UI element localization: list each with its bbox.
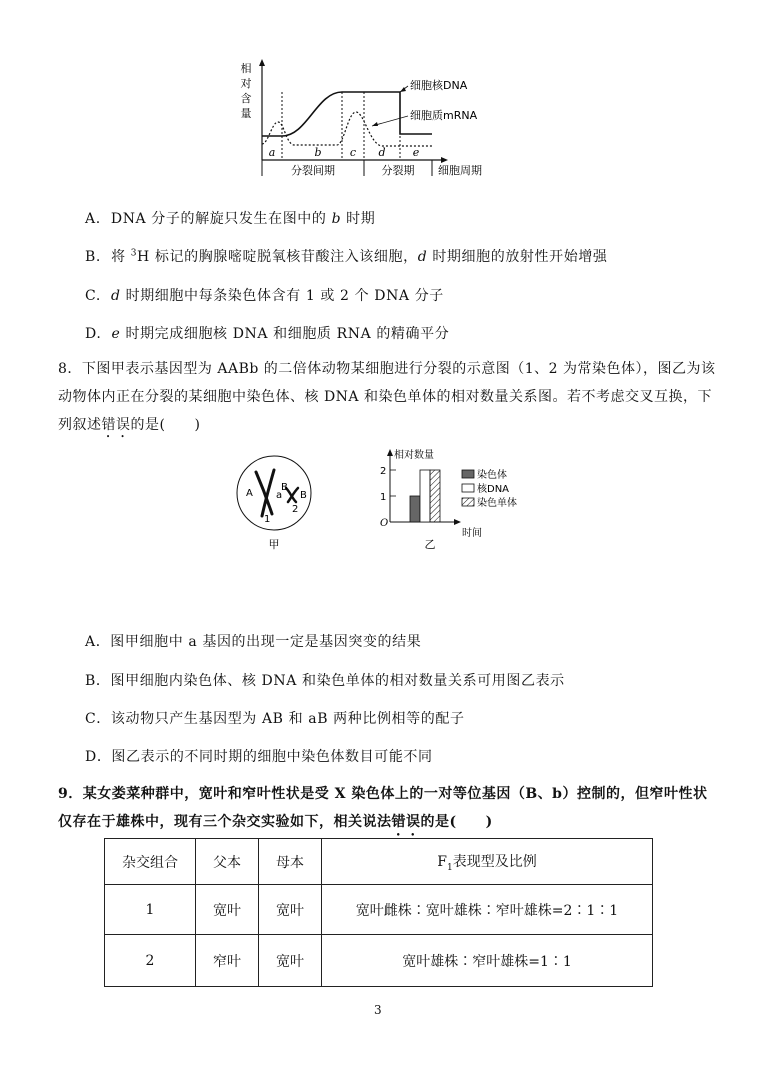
q7-option-b: B. 将 $^3$H 标记的胸腺嘧啶脱氧核苷酸注入该细胞，d 时期细胞的放射性开始增强 (85, 248, 608, 265)
dna-label: 细胞核DNA (410, 79, 468, 92)
q9-stem: 9．某女娄菜种群中，宽叶和窄叶性状是受 X 染色体上的一对等位基因（B、b）控制的，但窄叶性状仅存在于雄株中，现有三个杂交实验如下，相关说法错误的是( ) (58, 786, 708, 830)
q8-option-a: A．图甲细胞中 a 基因的出现一定是基因突变的结果 (85, 634, 422, 650)
bar-chromatid (430, 470, 440, 522)
segment-b: b (314, 146, 322, 159)
segment-a: a (268, 146, 276, 159)
jia-label-1: 1 (264, 514, 271, 525)
table-row (105, 935, 653, 987)
table-cell: 1 (105, 885, 196, 935)
q8-option-b: B．图甲细胞内染色体、核 DNA 和染色单体的相对数量关系可用图乙表示 (85, 673, 565, 689)
dna-curve (262, 92, 432, 136)
segment-e: e (412, 146, 420, 159)
jia-caption: 甲 (268, 538, 280, 551)
figure-jia (228, 452, 328, 552)
jia-label-B1: B (281, 482, 288, 493)
segment-d: d (378, 146, 386, 159)
jia-label-a: a (276, 490, 283, 501)
col-header-combo: 杂交组合 (105, 839, 196, 885)
col-header-f1: $F_1$表现型及比例 (322, 839, 653, 885)
svg-text:2: 2 (380, 466, 387, 477)
yi-caption: 乙 (424, 538, 436, 551)
jia-label-2: 2 (292, 504, 299, 515)
legend-dna: 核DNA (477, 484, 510, 495)
svg-text:O: O (380, 518, 389, 529)
svg-text:1: 1 (380, 492, 387, 503)
cross-table (104, 838, 653, 987)
yi-y-title: 相对数量 (394, 450, 434, 461)
legend-chromatid: 染色单体 (477, 498, 517, 509)
q7-option-c: C. d 时期细胞中每条染色体含有 1 或 2 个 DNA 分子 (85, 288, 444, 304)
phase-cycle: 细胞周期 (438, 164, 482, 177)
cell-cycle-figure (232, 56, 512, 184)
legend-chromosome: 染色体 (477, 470, 507, 481)
table-cell: 宽叶 (259, 885, 322, 935)
phase-interphase: 分裂间期 (291, 164, 335, 177)
segment-c: c (349, 146, 357, 159)
table-cell: 宽叶 (196, 885, 259, 935)
table-cell: 宽叶雄株∶窄叶雄株=1∶1 (322, 935, 653, 987)
svg-text:量: 量 (240, 107, 252, 120)
page-number: 3 (374, 1003, 382, 1017)
jia-label-A: A (246, 488, 253, 499)
q8-option-d: D．图乙表示的不同时期的细胞中染色体数目可能不同 (85, 749, 433, 765)
jia-label-B2: B (300, 490, 307, 501)
q7-option-d: D. e 时期完成细胞核 DNA 和细胞质 RNA 的精确平分 (85, 326, 450, 342)
figure-yi (368, 446, 538, 556)
table-cell: 宽叶雌株∶宽叶雄株∶窄叶雄株=2∶1∶1 (322, 885, 653, 935)
figure1-y-label: 相 (240, 62, 252, 75)
col-header-mother: 母本 (259, 839, 322, 885)
svg-text:含: 含 (240, 92, 252, 105)
table-cell: 宽叶 (259, 935, 322, 987)
q8-stem: 8．下图甲表示基因型为 AABb 的二倍体动物某细胞进行分裂的示意图（1、2 为常染色体），图乙为该动物体内正在分裂的某细胞中染色体、核 DNA 和染色单体的相对数量关系图。若不考虑交叉互换，下列叙述错误的是( ) (58, 361, 716, 433)
phase-mitosis: 分裂期 (381, 164, 415, 177)
col-header-father: 父本 (196, 839, 259, 885)
yi-x-title: 时间 (462, 528, 482, 539)
table-cell: 2 (105, 935, 196, 987)
bar-chromosome (410, 496, 420, 522)
q7-option-a: A. DNA 分子的解旋只发生在图中的 b 时期 (85, 211, 376, 227)
table-row (105, 885, 653, 935)
q8-option-c: C．该动物只产生基因型为 AB 和 aB 两种比例相等的配子 (85, 711, 465, 727)
mrna-curve (262, 112, 432, 146)
bar-dna (420, 470, 430, 522)
mrna-label: 细胞质mRNA (410, 109, 478, 122)
svg-text:对: 对 (240, 77, 252, 90)
table-cell: 窄叶 (196, 935, 259, 987)
